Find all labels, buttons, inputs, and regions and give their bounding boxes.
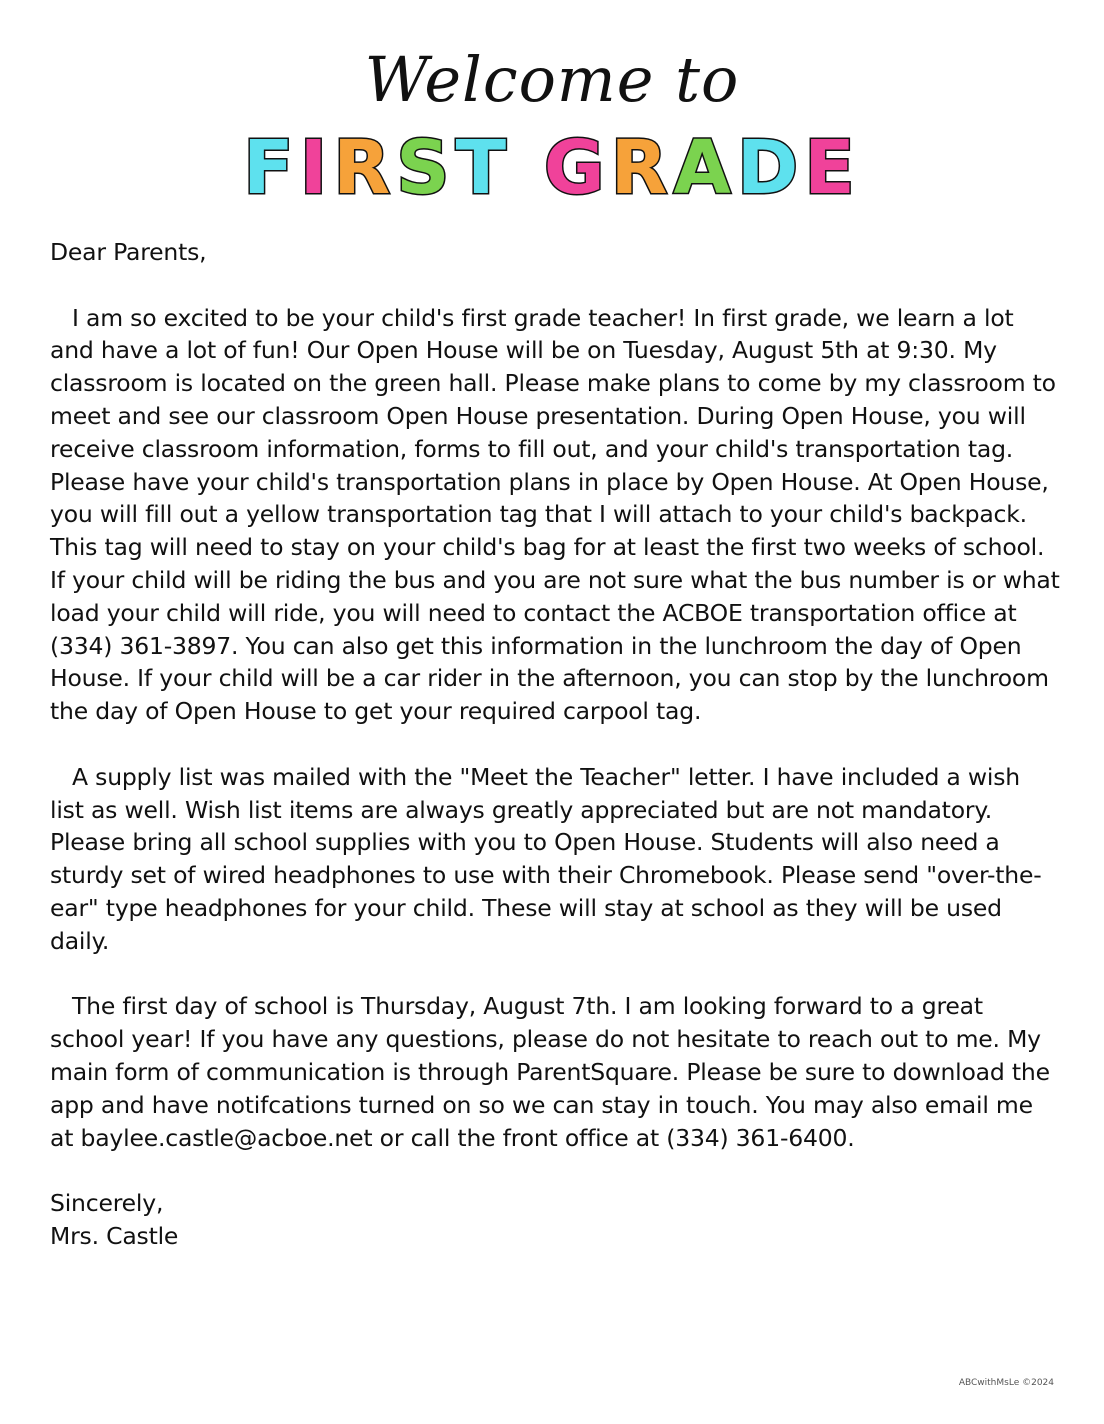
- paragraph-supplies: A supply list was mailed with the "Meet the Teacher" letter. I have included a wish list as well. Wish list items are always greatly appreciated but are not mandatory. Please bring all school supplies with you to Open House. Students will also need a sturdy set of wired headphones to use with their Chromebook. Please send "over-the-ear" type headphones for your child. These will stay at school as they will be used daily.: [50, 762, 1042, 955]
- copyright-credit: ABCwithMsLe ©2024: [958, 1378, 1054, 1388]
- title-space: [512, 125, 544, 211]
- welcome-heading: Welcome to: [364, 43, 740, 116]
- title-letter: R: [333, 125, 397, 211]
- title-letter: I: [299, 125, 334, 211]
- title-letter: A: [673, 125, 737, 211]
- letter-header: [0, 40, 1104, 210]
- letter-body: [50, 236, 1060, 1253]
- title-letter: F: [243, 125, 300, 211]
- title-letter: S: [396, 125, 456, 211]
- title-letter: T: [455, 125, 513, 211]
- title-letter: E: [804, 125, 861, 211]
- paragraph-first-day: The first day of school is Thursday, August 7th. I am looking forward to a great school year! If you have any questions, please do not hesitate to reach out to me. My main form of communication is through ParentSquare. Please be sure to download the app and have notifcations turned on so we can stay in touch. You may also email me at baylee.castle@acboe.net or call the front office at (334) 361-6400.: [50, 992, 1050, 1152]
- letter-greeting: Dear Parents,: [50, 238, 207, 266]
- title-letter: D: [736, 125, 805, 211]
- title-letter: G: [543, 125, 611, 211]
- letter-signature: Mrs. Castle: [50, 1221, 179, 1250]
- paragraph-open-house: I am so excited to be your child's first grade teacher! In first grade, we learn a lot and have a lot of fun! Our Open House will be on Tuesday, August 5th at 9:30. My classroom is located on the green hall. Please make plans to come by my classroom to meet and see our classroom Open House presentation. During Open House, you will receive classroom information, forms to fill out, and your child's transportation tag. Please have your child's transportation plans in place by Open House. At Open House, you will fill out a yellow transportation tag that I will attach to your child's backpack. This tag will need to stay on your child's bag for at least the first two weeks of school. If your child will be riding the bus and you are not sure what the bus number is or what load your child will ride, you will need to contact the ACBOE transportation office at (334) 361-3897. You can also get this information in the lunchroom the day of Open House. If your child will be a car rider in the afternoon, you can stop by the lunchroom the day of Open House to get your required carpool tag.: [50, 303, 1060, 726]
- first-grade-title: [0, 126, 1104, 210]
- title-letter: R: [610, 125, 674, 211]
- letter-closing: Sincerely,: [50, 1189, 164, 1218]
